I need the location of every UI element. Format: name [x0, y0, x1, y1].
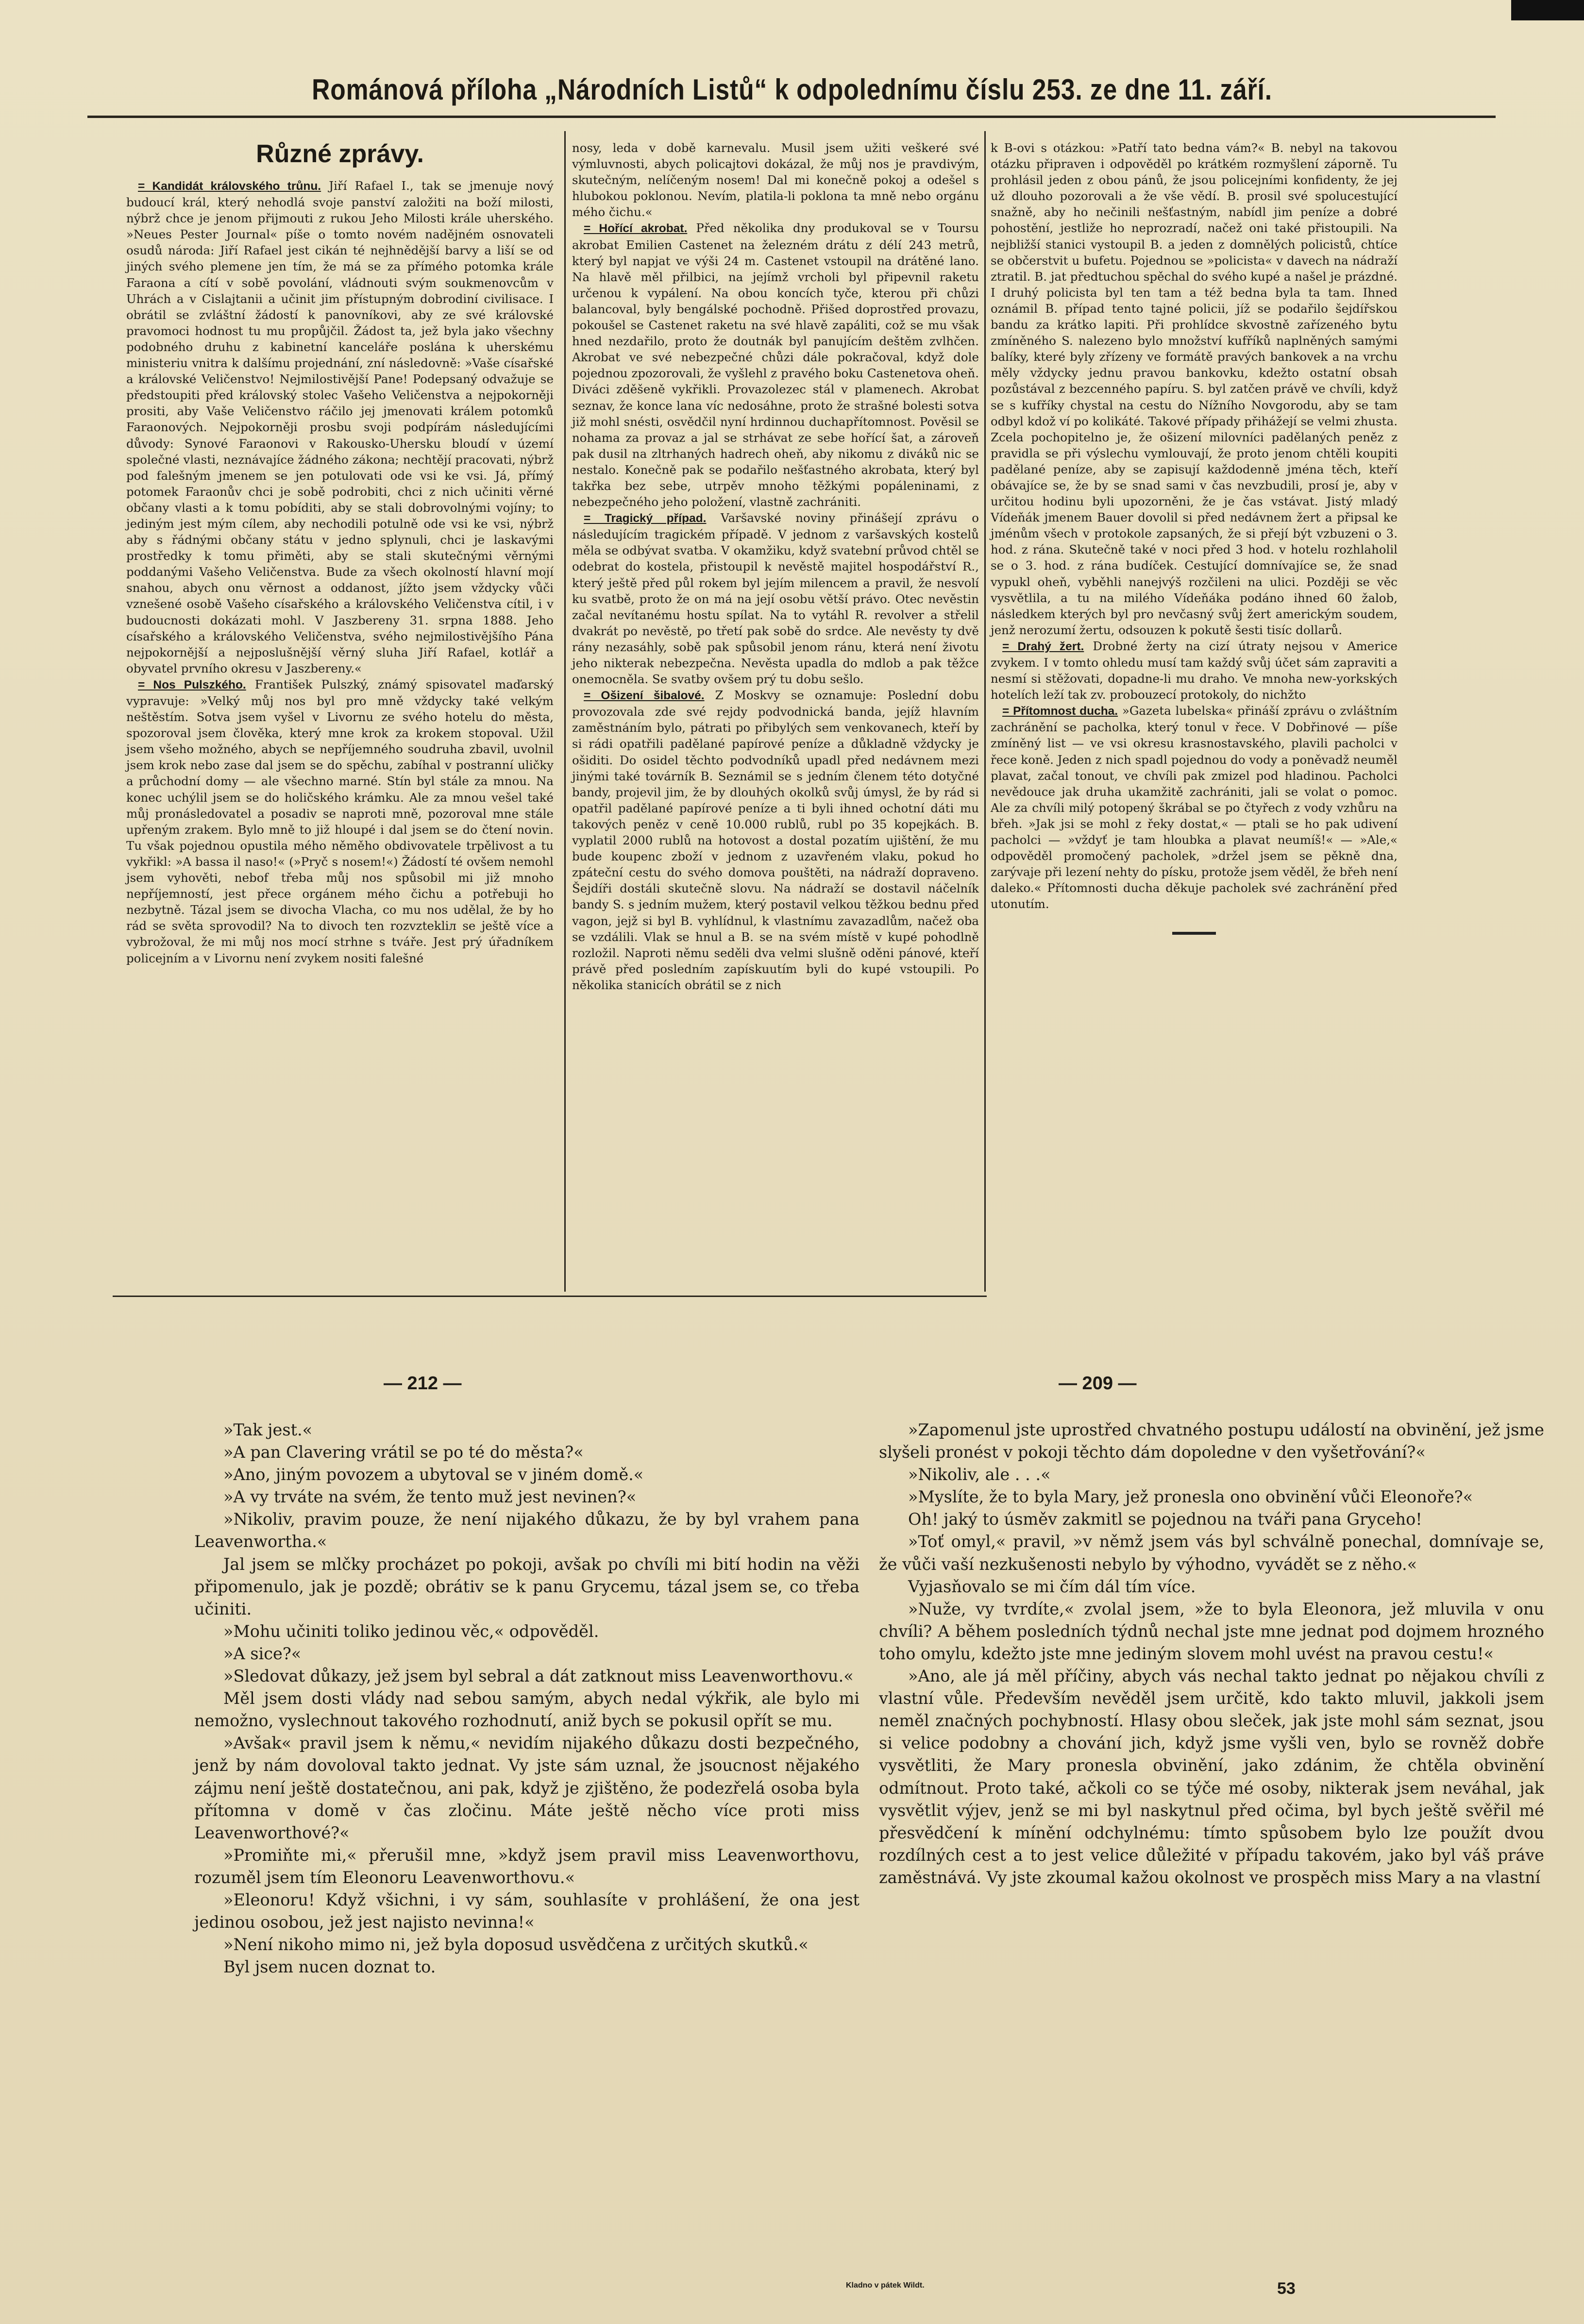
serial-story-right [879, 1419, 1544, 1889]
story-paragraph: »Sledovat důkazy, jež jsem byl sebral a dát zatknout miss Leavenworthovu.« [223, 1667, 854, 1686]
news-text: »Gazeta lubelska« přináší zprávu o zvláštním zachránění se pacholka, který tonul v řece. V Dobřinové — píše zmíněný list — ve vsi okresu krasnostavského, plavili pacholci v řece koně. Jeden z nich spadl pojednou do vody a poněvadž neuměl plavat, začal tonout, ve chvíli pak zmizel pod hladinou. Pacholci nevědouce jak druha ukamžitě zachrániti, jali se volat o pomoc. Ale za chvíli milý potopený škrábal se po čtyřech z vody vzhůru na břeh. »Jak jsi se mohl z řeky dostat,« — ptali se ho pak udivení pacholci — »vždyť je tam hloubka a plavat neumíš!« — »Ale,« odpověděl promočený pacholek, »držel jsem se pěkně dna, zarývaje při lezení nehty do písku, protože jsem věděl, že břeh není daleko.« Přítomnosti duchа děkuje pacholek své zachránění před utonutím. [991, 704, 1398, 911]
news-heading: = Hořící akrobat. [584, 222, 688, 236]
story-paragraph: »Ano, jiným povozem a ubytoval se v jiném domě.« [223, 1465, 644, 1484]
news-heading: = Drahý žert. [1002, 640, 1084, 653]
story-paragraph: »A vy trváte na svém, že tento muž jest nevinen?« [223, 1487, 637, 1507]
news-item [572, 510, 979, 687]
story-paragraph: »Mohu učiniti toliko jedinou věc,« odpověděl. [223, 1621, 599, 1641]
news-item [126, 676, 554, 966]
news-text: Jiří Rafael I., tak se jmenuje nový budoucí král, který nehodlá svoje panství založiti na boží milosti, nýbrž chce je jenom přijmouti z rukou Jeho Milosti krále uherského. »Neues Pester Journal« píše o tomto novém nadějném osnovateli osudů národa: Jiří Rafael jest cikán té nejhnědější barvy a liší se od jiných svého plemene jen tím, že má se za přímého potomka krále Faraona a cítí v sobě povolání, vládnouti svým soukmenovcům v Uhrách a v Cislajtanii a učinit jim přístupným dobrodiní civilisace. I obrátil se zvláštní žádostí k panovníkovi, aby ze své královské pravomoci hodnost tu mu propůjčil. Žádost ta, jež byla jako všechny podobného druhu z kabinetní kanceláře poslána k uherskému ministeriu vnitra k dalšímu projednání, zní následovně: »Vaše císařské a královské Veličenstvo! Nejmilostivější Pane! Podepsaný odvažuje se předstoupiti před královský stolec Vašeho Veličenstva a nejpokorněji prositi, aby Vaše Veličenstvo ráčilo jej jmenovati králem potomků Faraonových. Nejpokorněji prosbu svoji podpírám následujícími důvody: Synové Faraonovi v Rakousko-Uhersku bloudí v území společné vlasti, neznávajíce žádného zákona; nechtějí pracovati, nýbrž pod falešným jmenem se jen potulovati ode vsi ke vsi. Já, přímý potomek Faraonův chci je sobě podrobiti, chci z nich učiniti věrné občany vlasti a k tomu pobíditi, aby se stali dobrovolnými vojíny; to jediným jest mým cílem, aby nechodili potulně ode vsi ke vsi, nýbrž aby s řádnými občany státu v jedno splynuli, chci je laskavými prostředky k tomu přiměti, aby se stali skutečnými věrnými poddanými Vašeho Veličenstva. Bude za všech okolností hlavní mojí snahou, abych onu věrnost a oddanost, jížto jsem vždycky vůči vznešené osobě Vašeho císařského a královského Veličenstva cítil, i v budoucnosti dokázati mohl. V Jaszbereny 31. srpna 1888. Jeho císařského a královského Veličenstva, svého nejmilostivějšího Pána nejpokornější a nejposlušnější věrný sluha Jiří Rafael, kotlář a obyvatel prvního okresu v Jaszbereny.« [126, 179, 554, 675]
column-3 [991, 140, 1398, 935]
news-heading: = Přítomnost ducha. [1002, 705, 1118, 718]
page-header: Románová příloha „Národních Listů“ k odpolednímu číslu 253. ze dne 11. září. [312, 73, 1272, 106]
sheet-number: 53 [1277, 2279, 1296, 2298]
news-item [991, 703, 1398, 912]
news-text: Varšavské noviny přinášejí zprávu o následujícím tragickém případě. V jednom z varšavských kostelů měla se odbývat svatba. V okamžiku, když svatební průvod chtěl se odebrat do kostela, přistoupil k nevěstě majitel hospodářství R., který ještě před půl rokem byl jejím milencem a pravil, že nesvolí ku svatbě, proto že on má na její osobu větší právo. Otec nevěstin začal nevítanému hostu spílat. Na to vytáhl R. revolver a střelil dvakrát po nevěstě, po třetí pak sobě do srdce. Ale nevěsty ty dvě rány nezasáhly, sobě pak spůsobil jenom ránu, která není životu jeho nikterak nebezpečna. Nevěsta upadla do mdlob a pak těžce onemocněla. Se svatby ovšem prý tu dobu sešlo. [572, 511, 979, 687]
news-item [991, 638, 1398, 703]
serial-story-left [194, 1419, 859, 1978]
news-item [572, 220, 979, 510]
news-text: František Pulszký, známý spisovatel maďarský vypravuje: »Velký můj nos byl pro mně vždycky také velkým neštěstím. Sotva jsem vyšel v Livornu ze svého hotelu do města, spozoroval jsem člověka, který mne krok za krokem stopoval. Užil jsem všeho možného, abych se nepříjemného soudruha zbavil, uvolnil jsem krok nebo zase dal jsem se do spěchu, zabíhal v postranní uličky a průchodní domy — ale všechno marné. Stín byl stále za mnou. Na konec uchýlil jsem se do holičského krámku. Ale za mnou vešel také můj pronásledovatel a posadiv se naproti mně, pozoroval mne stále upřeným zrakem. Bylo mně to již hloupé i dal jsem se do čtení novin. Tu však pojednou opustila mého něměho obdivovatele trpělivost a tu vykřikl: »A bassa il naso!« (»Pryč s nosem!«) Žádostí té ovšem nemohl jsem vyhověti, nebof třeba můj nos spůsobil mi již mnoho nepříjemností, jest přece orgánem mého čichu a potřebuji ho nezbytně. Tázal jsem se divocha Vlacha, co mu nos udělal, že by ho rád se světa sprovodil? Na to divoch ten rozvztekliл se ještě více a vybrožoval, že mi můj nos mocí strhne s tváře. Jest prý úřadníkem policejním a v Livornu není zvykem nositi falešné [126, 677, 554, 965]
news-heading: = Kandidát královského trůnu. [138, 180, 321, 193]
story-paragraph: »Nikoliv, ale . . .« [908, 1465, 1051, 1484]
story-paragraph: »Není nikoho mimo ni, jež byla doposud usvědčena z určitých skutků.« [223, 1935, 809, 1954]
news-item [991, 140, 1398, 638]
story-paragraph: »Promiňte mi,« přerušil mne, »když jsem pravil miss Leavenworthovu, rozuměl jsem tím Eleonoru Leavenworthovu.« [194, 1845, 859, 1887]
news-heading: = Nos Pulszkého. [138, 678, 246, 691]
story-paragraph: »A sice?« [223, 1644, 302, 1663]
column-1 [126, 137, 554, 966]
story-paragraph: »A pan Clavering vrátil se po té do města?« [223, 1443, 584, 1462]
header-rule [87, 116, 1496, 118]
scan-edge [1511, 0, 1584, 20]
news-text: nosy, leda v době karnevalu. Musil jsem užiti veškeré své výmluvnosti, abych policajtovi dokázal, že můj nos je pravdivým, skutečným, nelíčeným nosem! Dal mi konečně pokoj a odešel s hlubokou poklonou. Nevím, platila-li poklona ta mně nebo orgánu mého čichu.« [572, 141, 979, 219]
news-text: k B-ovi s otázkou: »Patří tato bedna vám?« B. nebyl na takovou otázku připraven i odpověděl po krátkém rozmyšlení záporně. Tu prohlásil jeden z obou pánů, že jsou policejními konfidenty, že jej už dlouho pozorovali a že vše vědí. B. prosil své spolucestující snažně, aby ho nečinili nešťastným, nabídl jim peníze a dobré pohostění, jestliže ho neprozradí, načež oni také přistoupili. Na nejbližší stanici vystoupil B. a jeden z domnělých policistů, chtíce se občerstvit u bufetu. Pojednou se »policista« v davech na nádraží ztratil. B. jat předtuchou spěchal do svého kupé a našel je prázdné. I druhý policista byl ten tam a též bedna byla ta tam. Ihned oznámil B. případ tento tajné policii, jíž se podařilo šejdířskou bandu za krátko lapiti. Při prohlídce skvostně zařízeného bytu zmíněného S. nalezeno bylo množství kufříků naplněných samými balíky, které byly zřízeny ve formátě pravých bankovek a na vrchu měly vždycky jednu pravou bankovku, kdežto ostatní obsah pozůstával z bezcenného papíru. S. byl zatčen právě ve chvíli, když se s kufříky chystal na cestu do Nížního Novgorodu, aby se tam odbyl kdož ví po kolikáté. Takové případy přihážejí se velmi zhusta. Zcela pochopitelno je, že ošizení milovníci padělaných peněz z pravidla se při výslechu vymlouvají, že proto jenom chtěli koupiti padělané peníze, aby se zapisují každodenně jména těch, kteří obávajíce se, že by se snad sami v čas nevzbudili, prosí je, aby v určitou hodinu byli upozorněni, že je čas vstávat. Jistý mladý Vídeňák jmenem Bauer dovolil si před nedávnem žert a připsal ke jménům všech v protokole zapsaných, že si přejí být vzbuzeni o 3. hod. z rána. Skutečně také v noci před 3 hod. v hotelu rozhlaholil se o 3. hod. z rána budíček. Cestující domnívajíce se, že snad vypukl oheň, vyběhli nanejvýš rozčileni na ulici. Později se věc vysvětlila, a tu na milého Vídeňáka podáno ihned 60 žalob, následkem kterých byl pro nevčasný svůj žert americkým soudem, jenž nerozumí žertu, odsouzen k pokutě šesti tisíc dollarů. [991, 141, 1398, 637]
section-title: Různé zprávy. [256, 140, 424, 168]
story-paragraph: Měl jsem dosti vlády nad sebou samým, abych nedal výkřik, ale bylo mi nemožno, vyslechnout takového rozhodnutí, aniž bych se pokusil opřít se mu. [194, 1689, 859, 1731]
news-item [572, 687, 979, 993]
news-text: Před několika dny produkoval se v Toursu akrobat Emilien Castenet na železném drátu z délí 243 metrů, který byl napjat ve výši 24 m. Castenet vstoupil na drátěné lano. Na hlavě měl přilbici, na jejímž vrcholi byl připevnil raketu určenou k vypálení. Na obou koncích tyče, kterou při chůzi balancoval, byly bengálské pochodně. Přišed doprostřed provazu, pokoušel se Castenet raketu na své hlavě zapáliti, což se mu však hned nezdařilo, proto že doutnák byl panujícím deštěm zvlhčen. Akrobat ve své nebezpečné chůzi dále pokračoval, když dole pojednou zpozorovali, že vyšlehl z pravého boku Castenetova oheň. Diváci zděšeně vykřikli. Provazolezec stál v plamenech. Akrobat seznav, že konce lana víc nedosáhne, proto že strašné bolesti sotva již mohl snésti, osvědčil nyní hrdinnou duchapřítomnost. Pověsil se nohama za provaz a jal se strhávat ze sebe hořící šat, a zároveň pak dusil na zltrhaných hadrech oheň, aby nikomu z diváků nic se nestalo. Konečně pak se podařilo nešťastného akrobata, který byl takřka bez sebe, utrpěv mnoho těžkými popáleninami, z nebezpečného jeho položení, vlastně zachrániti. [572, 221, 979, 509]
column-separator-2 [984, 131, 986, 1292]
column-2 [572, 140, 979, 993]
news-heading: = Ošizení šibalové. [584, 689, 705, 703]
story-paragraph: Byl jsem nucen doznat to. [223, 1957, 436, 1977]
story-paragraph: »Nuže, vy tvrdíte,« zvolal jsem, »že to byla Eleonora, jež mluvila v onu chvíli? A během posledních týdnů nechal jste mne jednat pod dojmem hrozného toho omylu, kdežto jste mne jediným slovem mohl uvést na pravou cestu!« [879, 1599, 1544, 1663]
news-text: Drobné žerty na cizí útraty nejsou v Americe zvykem. I v tomto ohledu musí tam každý svůj účet sám zapraviti a nesmí si stěžovati, dopadne-li mu draho. Ve mnoha new-yorkských hotelích leží tak zv. probouzecí protokoly, do nichžto [991, 639, 1398, 702]
column-separator-1 [564, 131, 566, 1292]
news-heading: = Tragický případ. [584, 512, 707, 525]
imprint: Kladno v pátek Wildt. [846, 2281, 925, 2290]
story-paragraph: »Nikoliv, pravim pouze, že není nijakého důkazu, že by byl vrahem pana Leavenwortha.« [194, 1510, 859, 1551]
page-number-right: — 209 — [1059, 1373, 1137, 1394]
story-paragraph: »Eleonoru! Když všichni, i vy sám, souhlasíte v prohlášení, že ona jest jedinou osobou, jež jest najisto nevinna!« [194, 1890, 859, 1932]
story-paragraph: Jal jsem se mlčky procházet po pokoji, avšak po chvíli mi bití hodin na věži připomenulo, jak je pozdě; obrátiv se k panu Grycemu, tázal jsem se, co třeba učiniti. [194, 1554, 859, 1618]
news-item [572, 140, 979, 220]
news-text: Z Moskvy se oznamuje: Poslední dobu provozovala zde své rejdy podvodnická banda, jejíž hlavním zaměstnáním bylo, pátrati po přibylých sem venkovanech, kteří by si rádi opatřili padělané papírové peníze a důkladně vždycky je ošiditi. Do osidel těchto podvodníků upadl před nedávnem mezi jinými také továrník B. Seznámil se s jedním členem této dotyčné bandy, projevil jim, že by dlouhých okolků svůj úmysl, že by rád si opatřil padělané papírové peníze a ti byli ihned ochotní dáti mu takových peněz v ceně 10.000 rublů, rubl po 35 kopejkách. B. vyplatil 2000 rublů na hotovost a dostal pozatím ujištění, že mu bude koupenc zboží v jednom z uzavřeném vlaku, pokud ho zpáteční cestu do svého domova pouštěti, na nádraží dopraveno. Šejdíři dostáli skutečně slovu. Na nádraží se dostavil náčelník bandy S. s jedním mužem, který postavil velkou těžkou bednu před vagon, jejž si byl B. vyhlídnul, k vlastnímu zavazadlům, načež oba se vzdálili. Vlak se hnul a B. se na svém místě v kupé pohodlně rozložil. Naproti němu seděli dva velmi slušně oděni pánové, kteří právě před posledním zapískuutím byli do kupé vstoupili. Po několika stanicích obrátil se z nich [572, 688, 979, 992]
end-rule [1172, 932, 1216, 935]
story-paragraph: »Toť omyl,« pravil, »v němž jsem vás byl schválně ponechal, domnívaje se, že vůči vaší nezkušenosti nebylo by výhodno, vyvádět se z něho.« [879, 1532, 1544, 1574]
bottom-rule [113, 1296, 987, 1297]
story-paragraph: »Avšak« pravil jsem k němu,« nevidím nijakého důkazu dosti bezpečného, jenž by nám dovoloval takto jednat. Vy jste sám uznal, že jsoucnost nějakého zájmu není ještě dostatečnou, ani pak, když je zjištěno, že podezřelá osoba byla přítomna v domě v čas zločinu. Máte ještě něcho více proti miss Leavenworthové?« [194, 1734, 859, 1842]
story-paragraph: »Tak jest.« [223, 1420, 313, 1439]
news-item [126, 178, 554, 676]
story-paragraph: Vyjasňovalo se mi čím dál tím více. [908, 1577, 1196, 1596]
story-paragraph: »Myslíte, že to byla Mary, jež pronesla ono obvinění vůči Eleonoře?« [908, 1487, 1473, 1507]
story-paragraph: Oh! jaký to úsměv zakmitl se pojednou na tváři pana Gryceho! [908, 1510, 1422, 1529]
page-number-left: — 212 — [384, 1373, 462, 1394]
story-paragraph: »Zapomenul jste uprostřed chvatného postupu událostí na obvinění, jež jsme slyšeli pronést v pokoji těchto dám dopoledne v den vyšetřování?« [879, 1420, 1544, 1462]
story-paragraph: »Ano, ale já měl příčiny, abych vás nechal takto jednat po nějakou chvíli z vlastní vůle. Především nevěděl jsem určitě, kdo takto mluvil, jakkoli jsem neměl značných pochybností. Hlasy obou sleček, jak jste mohl sám seznat, jsou si velice podobny a chování jich, když jsme vyšli ven, bylo se rovněž dobře vysvětliti, že Mary pronesla obvinění, jako zdánim, že chtěla obvinění odmítnout. Proto také, ačkoli co se týče mé osoby, nikterak jsem neváhal, jak vysvětlit výjev, jenž se mi byl naskytnul před očima, byl bych ještě svěřil mé přesvědčení k mínění odchylnému: tímto spůsobem bylo lze použít dvou rozdílných cest a to jest velice důležité v případu takovém, jako byl váš práve zaměstnává. Vy jste zkoumal kažou okolnost ve prospěch miss Mary a na vlastní [879, 1667, 1544, 1887]
